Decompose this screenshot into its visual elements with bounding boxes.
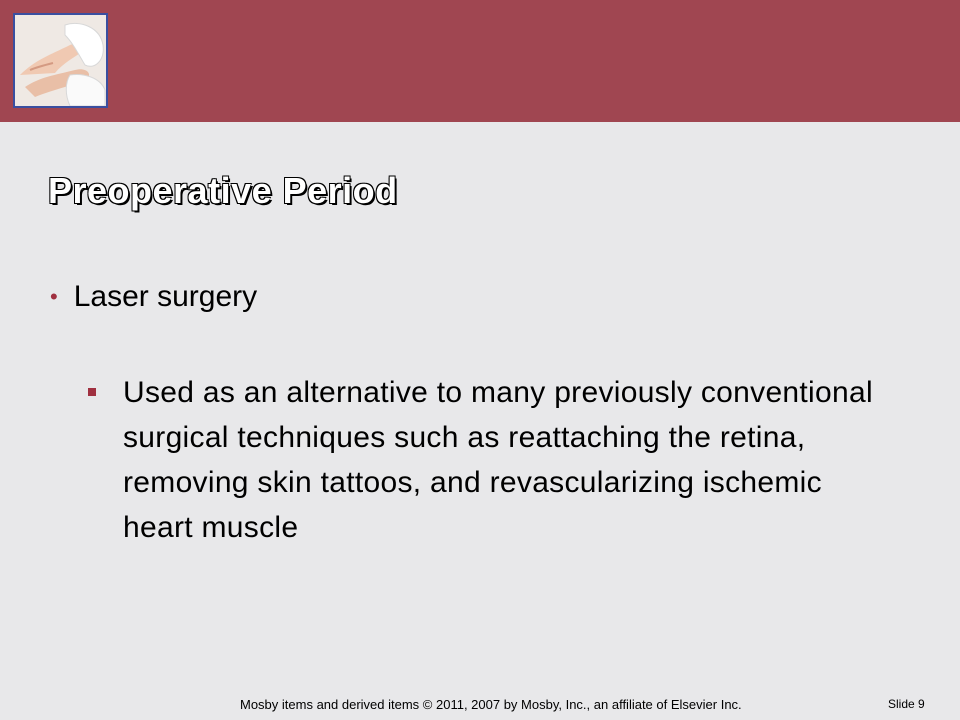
header-band [0, 0, 960, 122]
slide-number: Slide 9 [888, 697, 925, 711]
bullet-level1 [50, 280, 257, 314]
square-bullet-icon [88, 388, 96, 396]
bullet-level1-text: Laser surgery [73, 280, 258, 313]
slide-title: Preoperative Period [48, 170, 398, 211]
bullet-level2-text: Used as an alternative to many previously conventional surgical techniques such as reattaching the retina, removing skin tattoos, and revascularizing ischemic heart muscle [123, 376, 873, 544]
header-photo-gloved-hands [13, 13, 108, 108]
copyright-footer: Mosby items and derived items © 2011, 2007 by Mosby, Inc., an affiliate of Elsevier Inc. [240, 697, 742, 712]
round-bullet-icon: • [50, 284, 58, 309]
gloved-hands-illustration [15, 15, 106, 106]
bullet-level2 [88, 370, 888, 550]
